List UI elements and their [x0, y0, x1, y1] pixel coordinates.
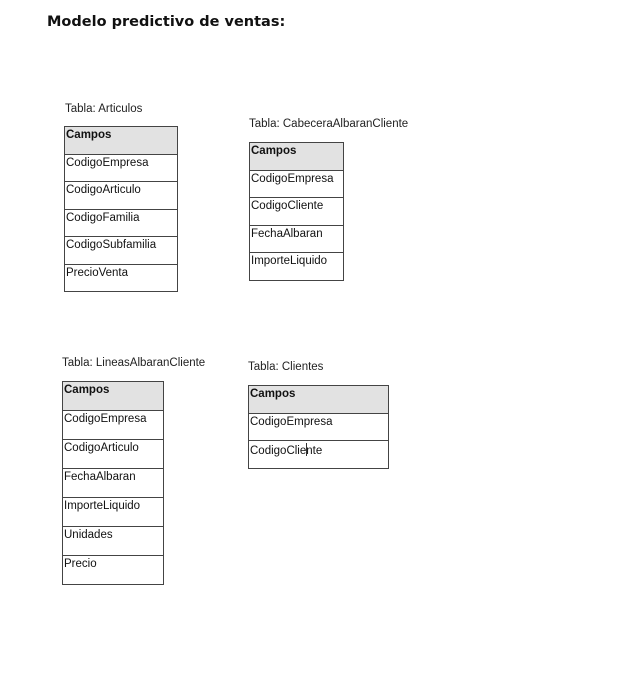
table-articulos: [64, 103, 178, 292]
field-cell-with-cursor[interactable]: [249, 441, 389, 469]
field-cell[interactable]: CodigoCliente: [250, 198, 344, 226]
header-cell[interactable]: Campos: [63, 382, 164, 411]
field-cell[interactable]: ImporteLiquido: [63, 498, 164, 527]
field-cell[interactable]: FechaAlbaran: [63, 469, 164, 498]
fields-table[interactable]: [248, 385, 389, 469]
table-clientes: [248, 361, 389, 469]
field-cell[interactable]: CodigoArticulo: [63, 440, 164, 469]
table-caption: Tabla: Articulos: [65, 103, 143, 115]
header-cell[interactable]: Campos: [249, 386, 389, 414]
field-cell[interactable]: CodigoEmpresa: [63, 411, 164, 440]
table-cabecera-albaran-cliente: [249, 118, 408, 281]
field-cell[interactable]: CodigoSubfamilia: [65, 237, 178, 265]
table-lineas-albaran-cliente: [62, 357, 205, 585]
page-title: Modelo predictivo de ventas:: [47, 14, 286, 30]
table-caption: Tabla: Clientes: [248, 361, 324, 373]
field-cell[interactable]: FechaAlbaran: [250, 225, 344, 253]
field-cell[interactable]: PrecioVenta: [65, 264, 178, 292]
fields-table[interactable]: [64, 126, 178, 292]
field-cell[interactable]: CodigoArticulo: [65, 182, 178, 210]
header-cell[interactable]: Campos: [65, 127, 178, 155]
field-cell[interactable]: CodigoEmpresa: [249, 413, 389, 441]
field-cell[interactable]: Unidades: [63, 527, 164, 556]
field-cell[interactable]: Precio: [63, 556, 164, 585]
field-cell[interactable]: CodigoFamilia: [65, 209, 178, 237]
field-cell[interactable]: CodigoEmpresa: [250, 170, 344, 198]
field-cell[interactable]: ImporteLiquido: [250, 253, 344, 281]
fields-table[interactable]: [62, 381, 164, 585]
field-text-before-cursor: CodigoClie: [250, 445, 307, 457]
table-caption: Tabla: LineasAlbaranCliente: [62, 357, 206, 369]
table-caption: Tabla: CabeceraAlbaranCliente: [249, 118, 409, 130]
header-cell[interactable]: Campos: [250, 143, 344, 171]
fields-table[interactable]: [249, 142, 344, 281]
field-cell[interactable]: CodigoEmpresa: [65, 154, 178, 182]
field-text-after-cursor: nte: [306, 445, 323, 457]
